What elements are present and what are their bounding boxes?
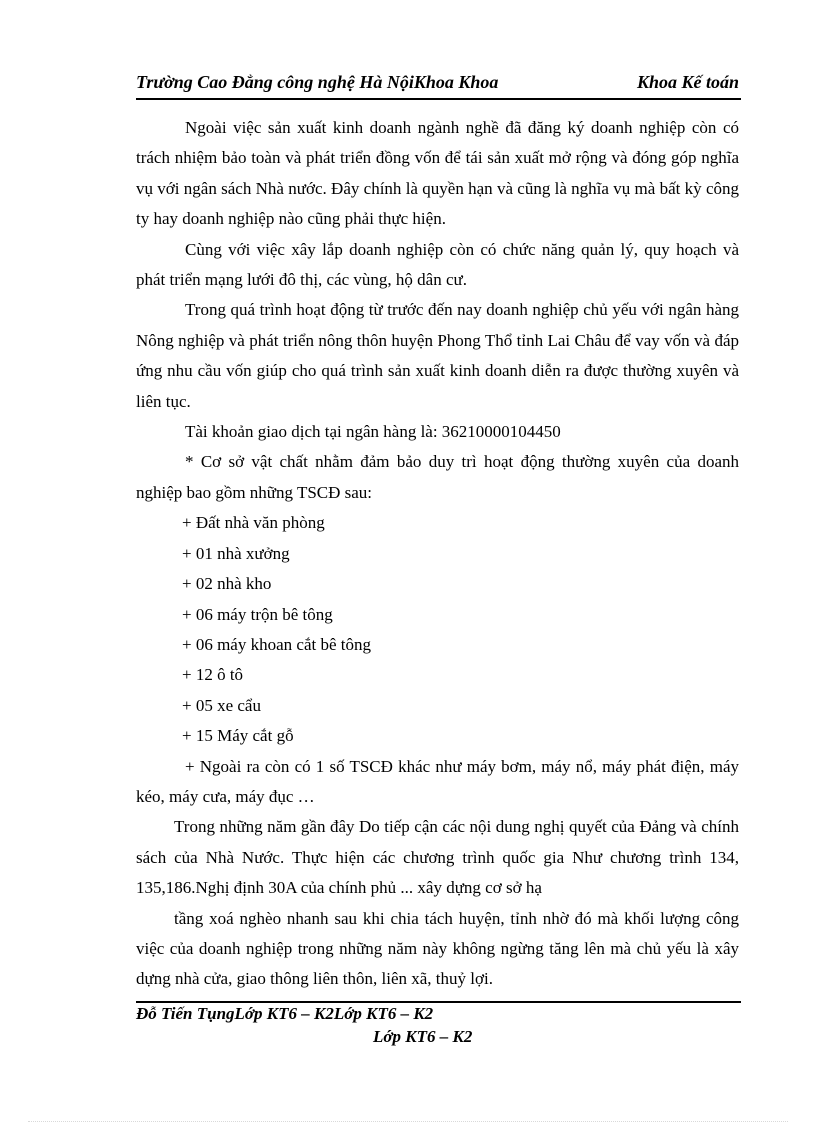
footer-divider — [136, 1001, 741, 1003]
list-item: + 15 Máy cắt gỗ — [182, 726, 294, 746]
paragraph-bank-relations: Trong quá trình hoạt động từ trước đến nay doanh nghiệp chủ yếu với ngân hàng Nông nghiệp và phát triển nông thôn huyện Phong Thổ tỉnh Lai Châu để vay vốn và đáp ứng nhu cầu vốn giúp cho quá trình sản xuất kinh doanh diễn ra được thường xuyên và liên tục. — [136, 300, 739, 411]
list-item: + 12 ô tô — [182, 665, 244, 685]
paragraph-recent-years: Trong những năm gần đây Do tiếp cận các nội dung nghị quyết của Đảng và chính sách của Nhà Nước. Thực hiện các chương trình quốc gia Như chương trình 134, 135,186.Nghị định 30A của chính phủ ... xây dựng cơ sở hạ — [136, 817, 739, 898]
page-header — [136, 70, 741, 100]
list-item: + Đất nhà văn phòng — [182, 513, 325, 533]
footer-class: Lớp KT6 – K2 — [373, 1027, 473, 1046]
paragraph-fixed-assets-intro: * Cơ sở vật chất nhằm đảm bảo duy trì hoạt động thường xuyên của doanh nghiệp bao gồm những TSCĐ sau: — [136, 452, 739, 502]
header-school-name: Trường Cao Đẳng công nghệ Hà NộiKhoa Khoa — [136, 72, 499, 92]
paragraph-responsibilities: Ngoài việc sản xuất kinh doanh ngành nghề đã đăng ký doanh nghiệp còn có trách nhiệm bảo toàn và phát triển đồng vốn để tái sản xuất mở rộng và đóng góp nghĩa vụ với ngân sách Nhà nước. Đây chính là quyền hạn và cũng là nghĩa vụ mà bất kỳ công ty hay doanh nghiệp nào cũng phải thực hiện. — [136, 118, 739, 229]
header-department: Khoa Kế toán — [636, 72, 739, 92]
list-item: + 06 máy khoan cắt bê tông — [182, 634, 371, 654]
paragraph-functions: Cùng với việc xây lắp doanh nghiệp còn có chức năng quản lý, quy hoạch và phát triển mạng lưới đô thị, các vùng, hộ dân cư. — [136, 239, 739, 290]
list-item: + 02 nhà kho — [182, 574, 272, 594]
footer-author-class: Đỗ Tiến TụngLớp KT6 – K2Lớp KT6 – K2 — [136, 1004, 434, 1023]
list-item: + 06 máy trộn bê tông — [182, 604, 333, 624]
paragraph-infrastructure: tầng xoá nghèo nhanh sau khi chia tách huyện, tỉnh nhờ đó mà khối lượng công việc của doanh nghiệp trong những năm này không ngừng tăng lên mà chủ yếu là xây dựng nhà cửa, giao thông liên thôn, liên xã, thuỷ lợi. — [136, 908, 739, 989]
fixed-assets-list — [136, 508, 739, 751]
document-body — [136, 113, 739, 995]
list-item: + 05 xe cẩu — [182, 695, 261, 715]
paragraph-bank-account: Tài khoản giao dịch tại ngân hàng là: 36210000104450 — [185, 422, 561, 442]
paragraph-other-assets: + Ngoài ra còn có 1 số TSCĐ khác như máy bơm, máy nổ, máy phát điện, máy kéo, máy cưa, máy đục … — [136, 756, 739, 806]
page-bottom-border — [28, 1121, 788, 1122]
list-item: + 01 nhà xưởng — [182, 543, 290, 563]
